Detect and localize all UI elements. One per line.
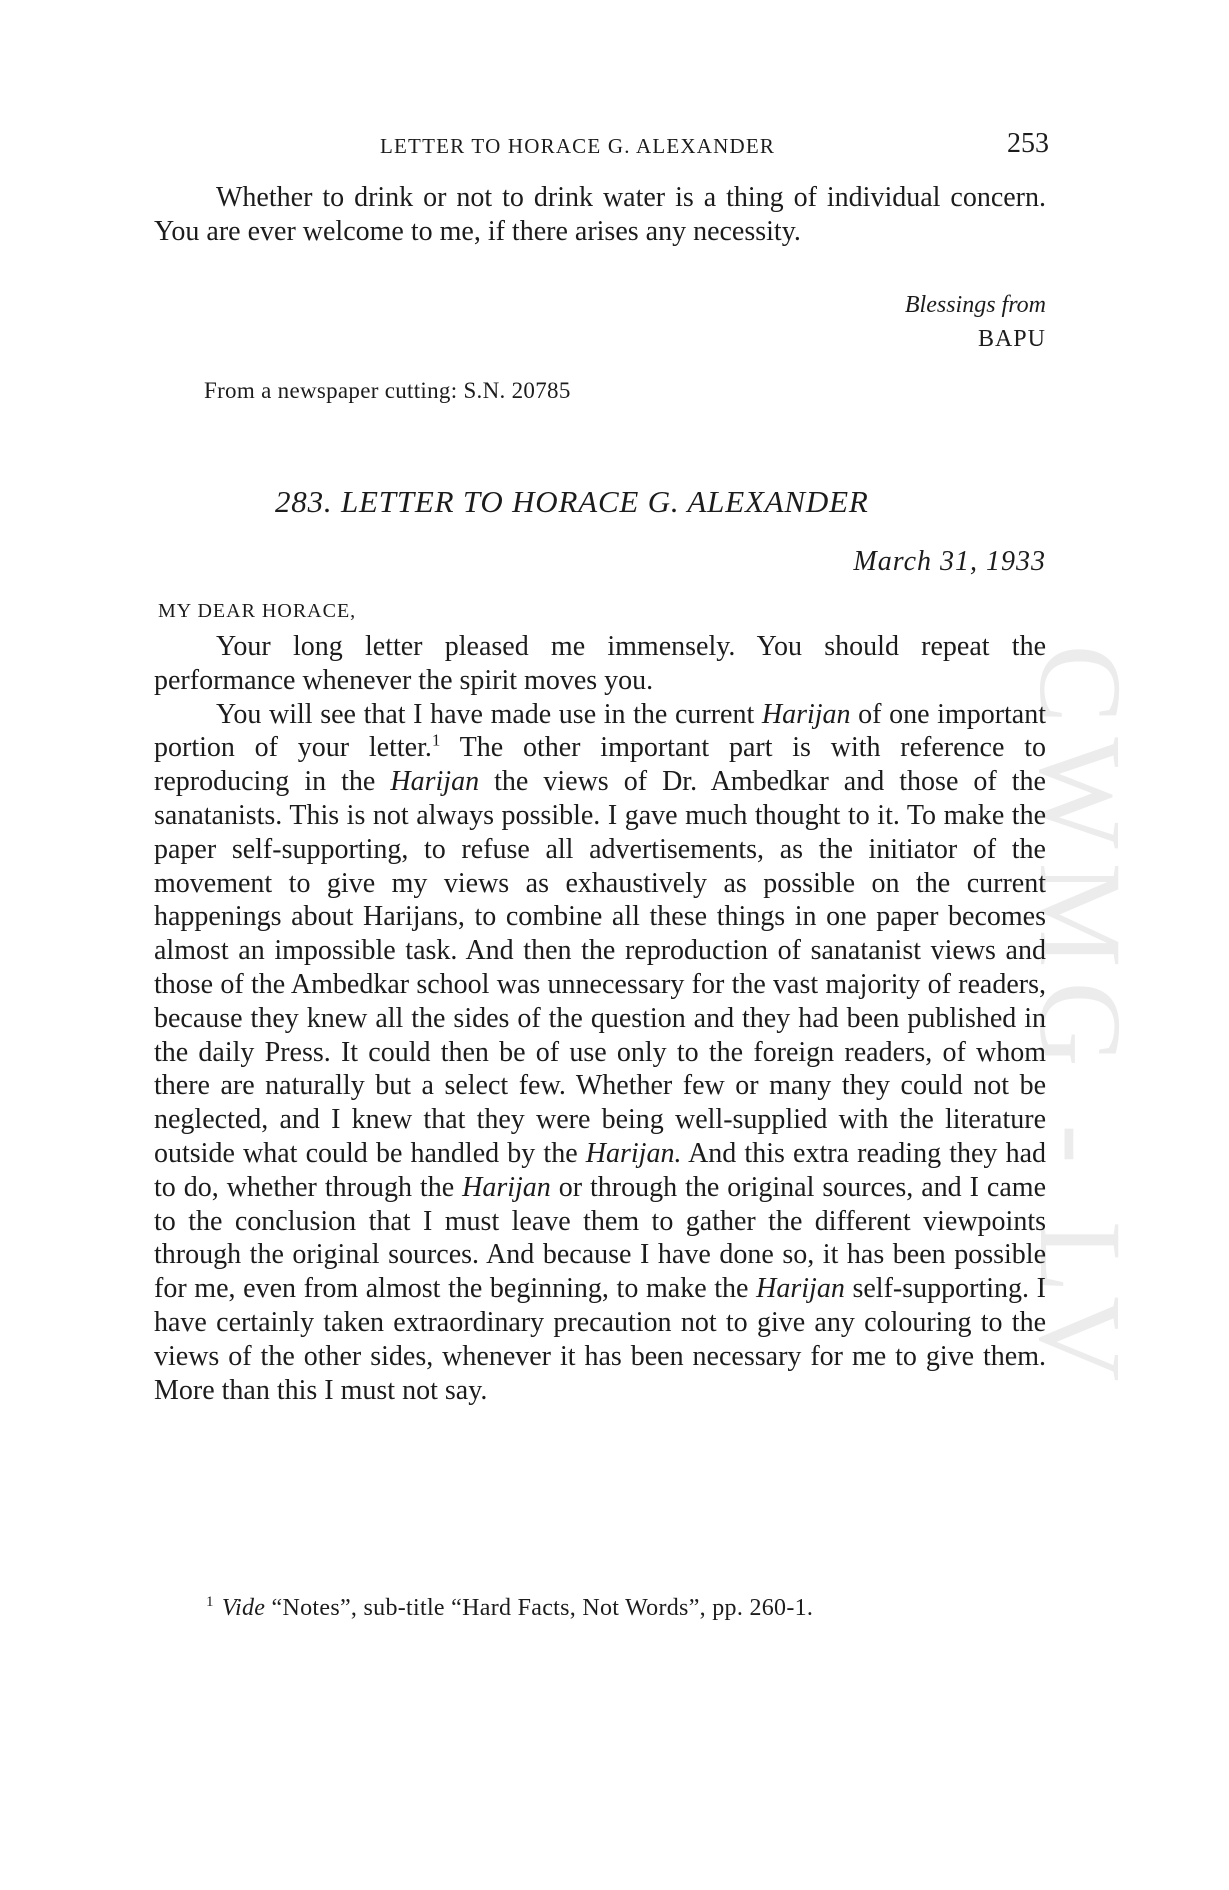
footnote-vide: Vide — [221, 1595, 266, 1621]
letter-title: 283. LETTER TO HORACE G. ALEXANDER — [275, 484, 869, 519]
footnote — [206, 1595, 813, 1622]
paragraph: Your long letter pleased me immensely. You should repeat the performance whenever the spirit moves you. — [154, 631, 1046, 696]
watermark-text: CWMG - LV — [1015, 644, 1146, 1396]
running-head: LETTER TO HORACE G. ALEXANDER — [380, 134, 776, 158]
publication-name: Harijan — [756, 1273, 845, 1305]
paragraph: You will see that I have made use in the current Harijan of one important portion of your letter.$^1$ The other important part is with reference to reproducing in the Harijan the views of Dr. Ambedkar and those of the sanatanists. This is not always possible. I gave much thought to it. To make the paper self-supporting, to refuse all advertisements, as the initiator of the movement to give my views as exhaustively as possible on the current happenings about Harijans, to combine all these things in one paper becomes almost an impossible task. And then the reproduction of sanatanist views and those of the Ambedkar school was unnecessary for the vast majority of readers, because they knew all the sides of the question and they had been published in the daily Press. It could then be of use only to the foreign readers, of whom there are naturally but a select few. Whether few or many they could not be neglected, and I knew that they were being well-supplied with the literature outside what could be handled by the Harijan. And this extra reading they had to do, whether through the Harijan or through the original sources, and I came to the conclusion that I must leave them to gather the different viewpoints through the original sources. And because I have done so, it has been possible for me, even from almost the beginning, to make the Harijan self-supporting. I have certainly taken extraordinary precaution not to give any colouring to the views of the other sides, whenever it has been necessary for me to give them. More than this I must not say. — [154, 698, 1047, 1406]
footnote-reference: 1 — [431, 731, 441, 751]
closing-blessings: Blessings from — [904, 292, 1046, 318]
paragraph: Whether to drink or not to drink water is a thing of individual concern. You are ever welcome to me, if there arises any necessity. — [154, 182, 1046, 247]
source-note: From a newspaper cutting: S.N. 20785 — [204, 378, 571, 403]
previous-letter-ending — [154, 181, 1046, 249]
salutation: MY DEAR HORACE, — [158, 600, 357, 622]
footnote-text: “Notes”, sub-title “Hard Facts, Not Words”, pp. 260-1. — [265, 1595, 814, 1621]
footnote-marker: 1 — [206, 1594, 214, 1610]
letter-body — [154, 630, 1046, 1407]
page-number: 253 — [1007, 128, 1049, 159]
publication-name: Harijan — [761, 698, 851, 730]
publication-name: Harijan — [462, 1171, 551, 1203]
signature: BAPU — [977, 326, 1046, 352]
publication-name: Harijan. — [585, 1137, 682, 1169]
letter-date: March 31, 1933 — [853, 546, 1046, 577]
publication-name: Harijan — [390, 766, 480, 798]
